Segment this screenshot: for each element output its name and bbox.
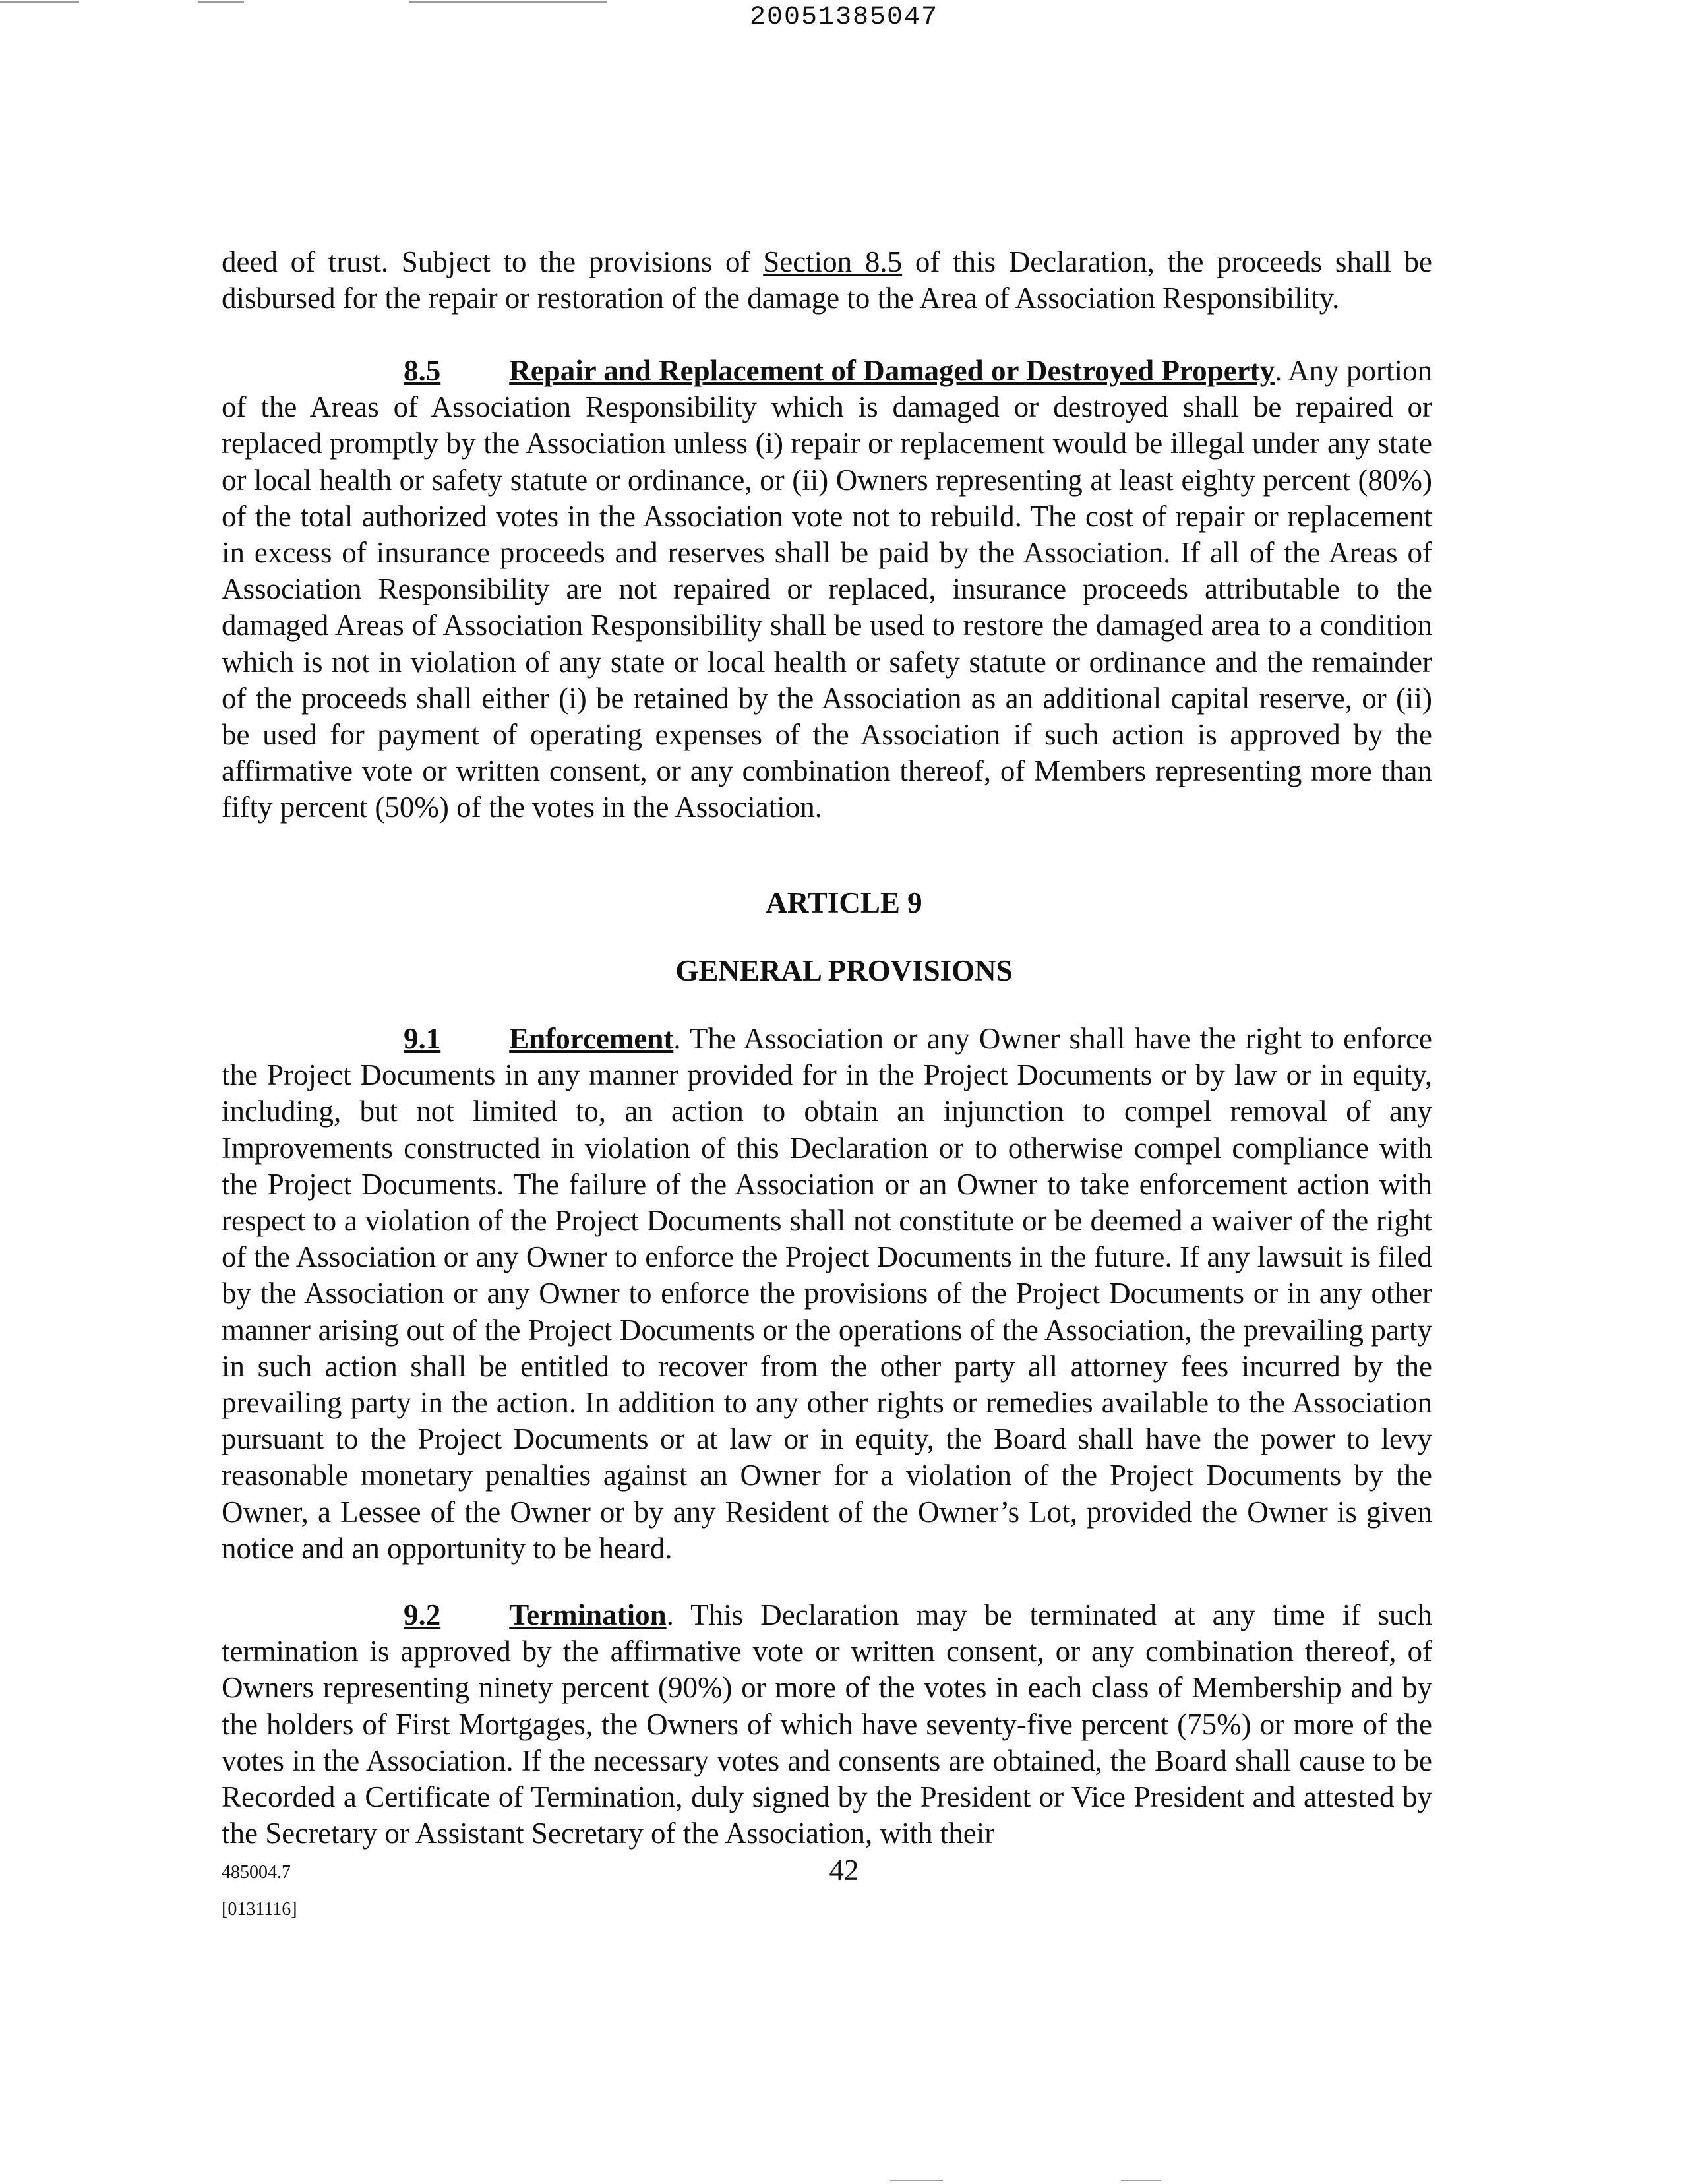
scan-mark: [890, 2180, 943, 2181]
section-title: Repair and Replacement of Damaged or Destroyed Property: [509, 354, 1275, 387]
section-text: . Any portion of the Areas of Association Responsibility which is damaged or destroyed shall be repaired or replaced promptly by the Association unless (i) repair or replacement would be illegal under any state or local health or safety statute or ordinance, or (ii) Owners representing at least eighty percent (80%) of the total authorized votes in the Association vote not to rebuild. The cost of repair or replacement in excess of insurance proceeds and reserves shall be paid by the Association. If all of the Areas of Association Responsibility are not repaired or replaced, insurance proceeds attributable to the damaged Areas of Association Responsibility shall be used to restore the damaged area to a condition which is not in violation of any state or local health or safety statute or ordinance and the remainder of the proceeds shall either (i) be retained by the Association as an additional capital reserve, or (ii) be used for payment of operating expenses of the Association if such action is approved by the affirmative vote or written consent, or any combination thereof, of Members representing more than fifty percent (50%) of the votes in the Association.: [222, 354, 1432, 824]
section-title: Enforcement: [509, 1022, 674, 1055]
section-reference: Section 8.5: [763, 245, 903, 278]
section-number: 9.2: [404, 1598, 441, 1631]
section-8-5: [222, 353, 1432, 826]
footer-doc-id: 485004.7: [222, 1862, 291, 1883]
section-9-1: [222, 1021, 1432, 1567]
section-title: Termination: [509, 1598, 667, 1631]
section-text: . The Association or any Owner shall have the right to enforce the Project Documents in any manner provided for in the Project Documents or by law or in equity, including, but not limited to, an action to obtain an injunction to compel removal of any Improvements constructed in violation of this Declaration or to otherwise compel compliance with the Project Documents. The failure of the Association or an Owner to take enforcement action with respect to a violation of the Project Documents shall not constitute or be deemed a waiver of the right of the Association or any Owner to enforce the Project Documents in the future. If any lawsuit is filed by the Association or any Owner to enforce the provisions of the Project Documents or in any other manner arising out of the Project Documents or the operations of the Association, the prevailing party in such action shall be entitled to recover from the other party all attorney fees incurred by the prevailing party in the action. In addition to any other rights or remedies available to the Association pursuant to the Project Documents or at law or in equity, the Board shall have the power to levy reasonable monetary penalties against an Owner for a violation of the Project Documents by the Owner, a Lessee of the Owner or by any Resident of the Owner’s Lot, provided the Owner is given notice and an opportunity to be heard.: [222, 1022, 1432, 1565]
section-number: 9.1: [404, 1022, 441, 1055]
section-9-2: [222, 1597, 1432, 1852]
section-number: 8.5: [404, 354, 441, 387]
footer-client-id: [0131116]: [222, 1899, 297, 1920]
article-label: ARTICLE 9: [766, 886, 922, 919]
article-title: GENERAL PROVISIONS: [675, 954, 1013, 987]
page-number: 42: [829, 1854, 859, 1887]
scan-mark: [1121, 2180, 1160, 2181]
section-text: . This Declaration may be terminated at any time if such termination is approved by the affirmative vote or written consent, or any combination thereof, of Owners representing ninety percent (90%) or more of the votes in each class of Membership and by the holders of First Mortgages, the Owners of which have seventy-five percent (75%) or more of the votes in the Association. If the necessary votes and consents are obtained, the Board shall cause to be Recorded a Certificate of Termination, duly signed by the President or Vice President and attested by the Secretary or Assistant Secretary of the Association, with their: [222, 1598, 1432, 1850]
paragraph-deed-of-trust: deed of trust. Subject to the provisions of Section 8.5 of this Declaration, the proceeds shall be disbursed for the repair or restoration of the damage to the Area of Association Responsibility.: [222, 245, 1432, 315]
document-number: 20051385047: [749, 3, 939, 32]
